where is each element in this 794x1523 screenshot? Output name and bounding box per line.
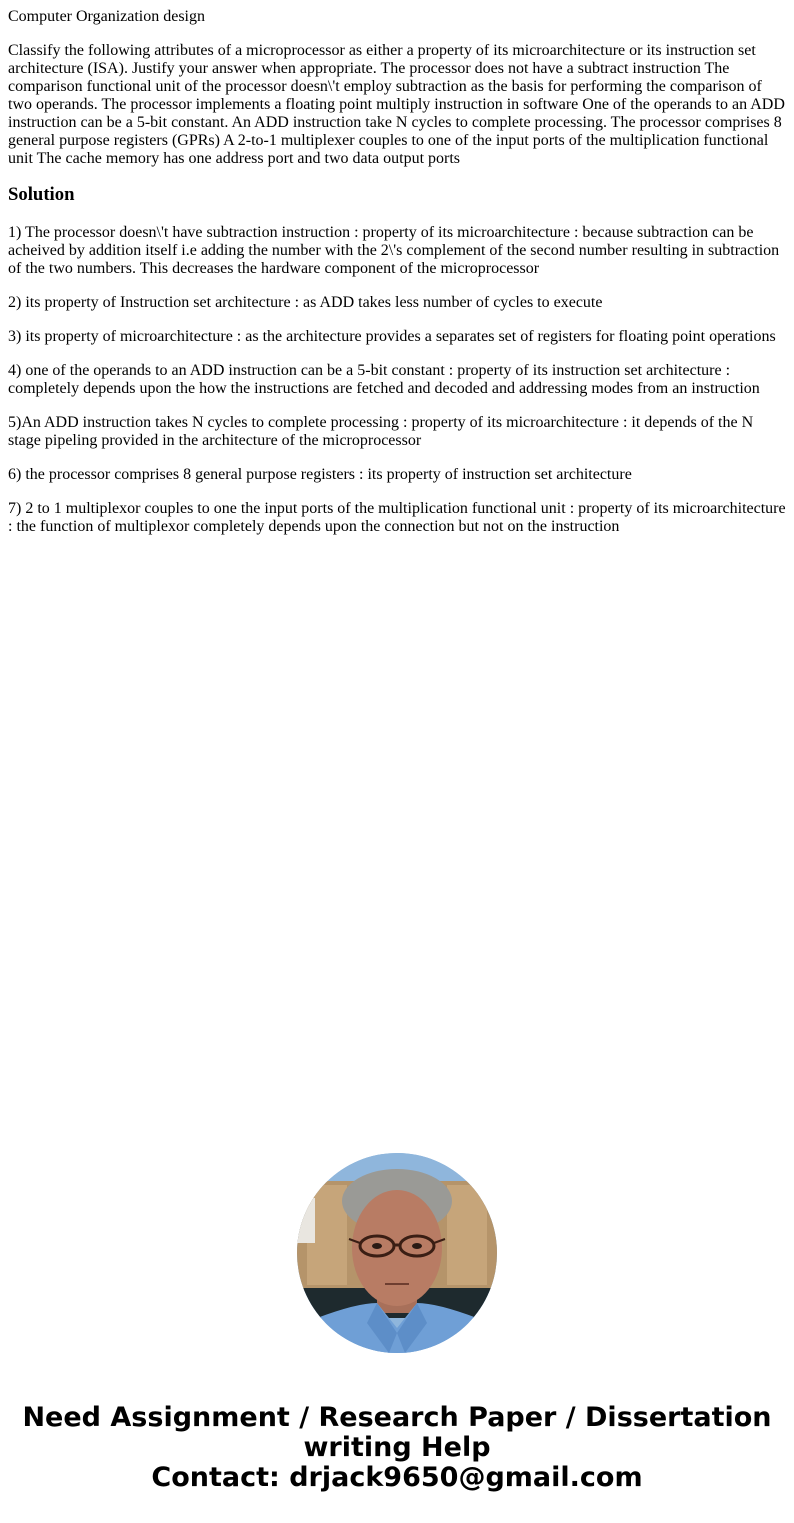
promo-line: writing Help (303, 1432, 491, 1463)
answer-item: 6) the processor comprises 8 general purpose registers : its property of instruction set architecture (8, 466, 632, 483)
answer-item: 1) The processor doesn\'t have subtraction instruction : property of its microarchitecture : because subtraction can be acheived by addition itself i.e adding the number with the 2\'s complement of the second number resulting in subtraction of the two numbers. This decreases the hardware component of the microprocessor (8, 224, 780, 277)
answer-item: 3) its property of microarchitecture : as the architecture provides a separates set of registers for floating point operations (8, 328, 776, 345)
avatar (297, 1153, 497, 1353)
page-title: Computer Organization design (8, 8, 205, 25)
answer-item: 5)An ADD instruction takes N cycles to complete processing : property of its microarchitecture : it depends of the N stage pipeling provided in the architecture of the microprocessor (8, 414, 754, 449)
document-body (0, 0, 794, 536)
portrait-image (297, 1153, 497, 1353)
answer-item: 7) 2 to 1 multiplexor couples to one the input ports of the multiplication functional unit : property of its microarchitecture : the function of multiplexor completely depends upon the connection but not on the instruction (8, 500, 786, 535)
promo-banner (0, 1403, 794, 1493)
promo-line: Need Assignment / Research Paper / Dissertation (22, 1402, 772, 1433)
solution-heading: Solution (8, 184, 75, 205)
contact-email: Contact: drjack9650@gmail.com (151, 1462, 643, 1493)
answer-item: 4) one of the operands to an ADD instruction can be a 5-bit constant : property of its instruction set architecture : completely depends upon the how the instructions are fetched and decoded and addressing modes from an instruction (8, 362, 760, 397)
question-text: Classify the following attributes of a microprocessor as either a property of its microarchitecture or its instruction set architecture (ISA). Justify your answer when appropriate. The processor does not have a subtract instruction The comparison functional unit of the processor doesn\'t employ subtraction as the basis for performing the comparison of two operands. The processor implements a floating point multiply instruction in software One of the operands to an ADD instruction can be a 5-bit constant. An ADD instruction take N cycles to complete processing. The processor comprises 8 general purpose registers (GPRs) A 2-to-1 multiplexer couples to one of the input ports of the multiplication functional unit The cache memory has one address port and two data output ports (8, 42, 785, 167)
answer-item: 2) its property of Instruction set architecture : as ADD takes less number of cycles to execute (8, 294, 603, 311)
